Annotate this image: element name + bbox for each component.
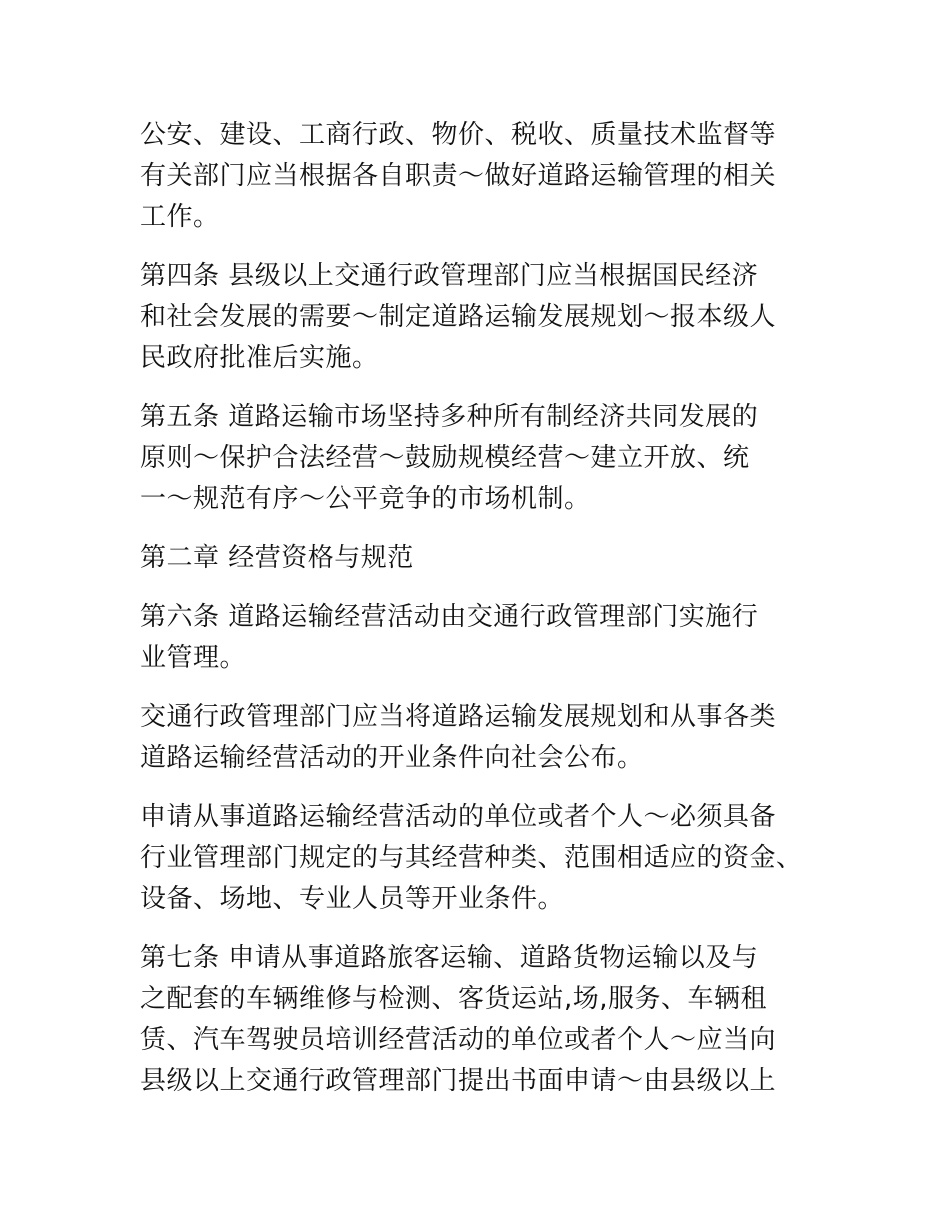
paragraph-duties — [140, 115, 860, 238]
text-line: 第七条 申请从事道路旅客运输、道路货物运输以及与 — [140, 943, 759, 973]
text-line: 第四条 县级以上交通行政管理部门应当根据国民经济 — [140, 261, 759, 291]
text-line: 有关部门应当根据各自职责～做好道路运输管理的相关 — [140, 161, 777, 191]
paragraph-article-7 — [140, 938, 860, 1102]
text-line: 设备、场地、专业人员等开业条件。 — [140, 884, 565, 914]
text-line: 县级以上交通行政管理部门提出书面申请～由县级以上 — [140, 1066, 777, 1096]
text-line: 道路运输经营活动的开业条件向社会公布。 — [140, 743, 644, 773]
text-line: 业管理。 — [140, 643, 247, 673]
text-line: 民政府批准后实施。 — [140, 343, 379, 373]
text-line: 之配套的车辆维修与检测、客货运站,场,服务、车辆租 — [140, 984, 768, 1014]
text-line: 工作。 — [140, 202, 220, 232]
text-line: 申请从事道路运输经营活动的单位或者个人～必须具备 — [140, 802, 777, 832]
text-line: 第六条 道路运输经营活动由交通行政管理部门实施行 — [140, 602, 759, 632]
paragraph-requirements — [140, 797, 860, 920]
text-line: 行业管理部门规定的与其经营种类、范围相适应的资金、 — [140, 843, 803, 873]
paragraph-article-4 — [140, 256, 860, 379]
text-line: 第五条 道路运输市场坚持多种所有制经济共同发展的 — [140, 402, 759, 432]
text-line: 赁、汽车驾驶员培训经营活动的单位或者个人～应当向 — [140, 1025, 777, 1055]
paragraph-article-5 — [140, 397, 860, 520]
text-line: 和社会发展的需要～制定道路运输发展规划～报本级人 — [140, 302, 777, 332]
text-line: 交通行政管理部门应当将道路运输发展规划和从事各类 — [140, 702, 777, 732]
chapter-heading — [140, 538, 860, 579]
text-line: 公安、建设、工商行政、物价、税收、质量技术监督等 — [140, 120, 777, 150]
paragraph-publication — [140, 697, 860, 779]
paragraph-article-6 — [140, 597, 860, 679]
text-line: 第二章 经营资格与规范 — [140, 543, 414, 573]
text-line: 一～规范有序～公平竞争的市场机制。 — [140, 484, 591, 514]
text-line: 原则～保护合法经营～鼓励规模经营～建立开放、统 — [140, 443, 750, 473]
